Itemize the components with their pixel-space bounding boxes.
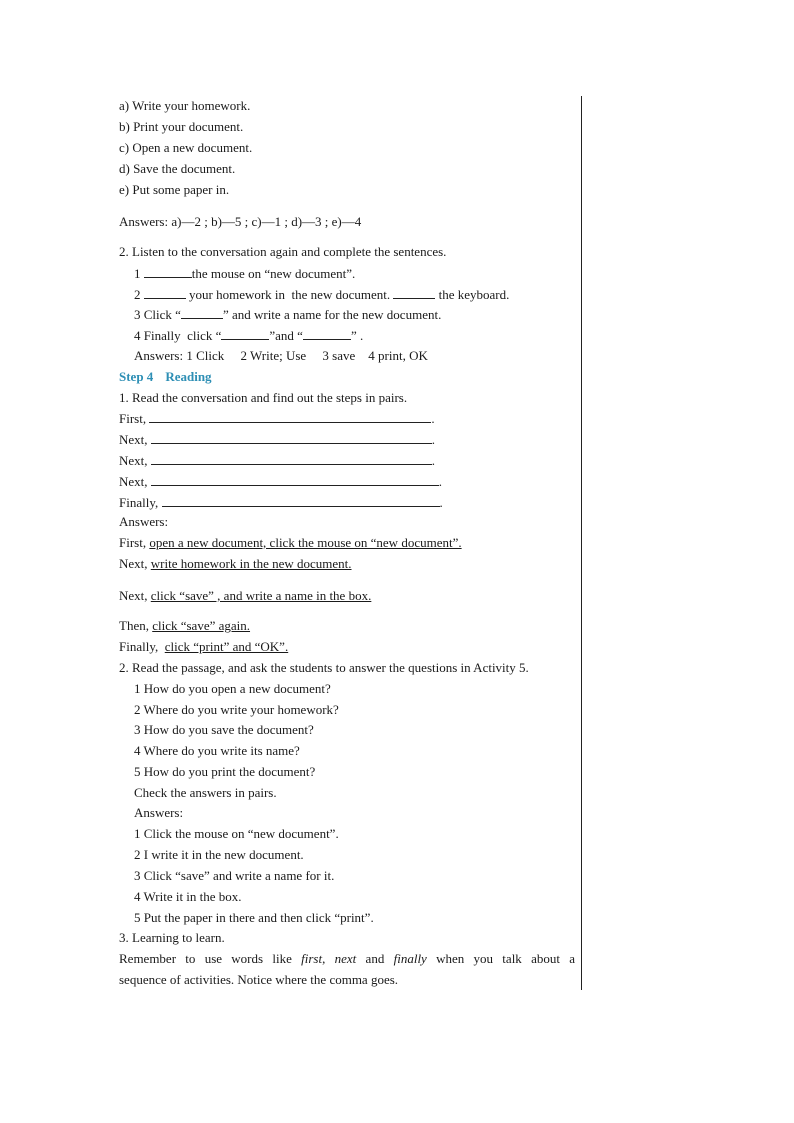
fill-blank <box>144 265 192 278</box>
fill-blank <box>151 473 439 486</box>
check-instruction: Check the answers in pairs. <box>134 785 277 800</box>
fill-blank <box>144 286 186 299</box>
answers-label: Answers: <box>134 805 184 820</box>
fill-blank <box>151 452 432 465</box>
answer-then: Then, click “save” again. <box>119 618 251 633</box>
question-item: 5 How do you print the document? <box>134 764 316 779</box>
question-item: 2 Where do you write your homework? <box>134 702 339 717</box>
answer-next: Next, write homework in the new document. <box>119 556 352 571</box>
step-item: d) Save the document. <box>119 161 236 176</box>
question-item: 1 How do you open a new document? <box>134 681 331 696</box>
fill-blank <box>151 431 432 444</box>
blank-first: First, . <box>119 411 435 426</box>
sentence-3: 3 Click “ ” and write a name for the new document. <box>134 307 442 322</box>
learning-paragraph-line2: sequence of activities. Notice where the comma goes. <box>119 972 399 987</box>
blank-next: Next, . <box>119 453 436 468</box>
learning-title: 3. Learning to learn. <box>119 930 225 945</box>
answer-finally: Finally, click “print” and “OK”. <box>119 639 289 654</box>
answers-label: Answers: <box>119 514 169 529</box>
answer-item: 2 I write it in the new document. <box>134 847 304 862</box>
fill-blank <box>181 306 223 319</box>
step-item: e) Put some paper in. <box>119 182 230 197</box>
table-border-line <box>581 96 582 990</box>
part2-answers: Answers: 1 Click 2 Write; Use 3 save 4 print, OK <box>134 348 428 363</box>
answer-next: Next, click “save” , and write a name in the box. <box>119 588 372 603</box>
step-item: c) Open a new document. <box>119 140 253 155</box>
sentence-1: 1 the mouse on “new document”. <box>134 266 356 281</box>
part2-title: 2. Listen to the conversation again and complete the sentences. <box>119 244 447 259</box>
fill-blank <box>162 494 440 507</box>
blank-finally: Finally, . <box>119 495 443 510</box>
fill-blank <box>393 286 435 299</box>
question-item: 3 How do you save the document? <box>134 722 314 737</box>
answer-item: 5 Put the paper in there and then click “print”. <box>134 910 374 925</box>
answers-ordering: Answers: a)—2 ; b)—5 ; c)—1 ; d)—3 ; e)—4 <box>119 214 362 229</box>
question-item: 4 Where do you write its name? <box>134 743 300 758</box>
passage-question: 2. Read the passage, and ask the students to answer the questions in Activity 5. <box>119 660 529 675</box>
step-heading: Step 4 Reading <box>119 369 212 384</box>
answer-item: 1 Click the mouse on “new document”. <box>134 826 339 841</box>
blank-next: Next, . <box>119 474 443 489</box>
step-item: a) Write your homework. <box>119 98 251 113</box>
sentence-4: 4 Finally click “ ”and “ ” . <box>134 328 364 343</box>
fill-blank <box>303 327 351 340</box>
blank-next: Next, . <box>119 432 436 447</box>
reading-question-1: 1. Read the conversation and find out the steps in pairs. <box>119 390 408 405</box>
fill-blank <box>149 410 431 423</box>
answer-item: 3 Click “save” and write a name for it. <box>134 868 335 883</box>
step-item: b) Print your document. <box>119 119 244 134</box>
fill-blank <box>221 327 269 340</box>
sentence-2: 2 your homework in the new document. the keyboard. <box>134 287 510 302</box>
answer-first: First, open a new document, click the mouse on “new document”. <box>119 535 462 550</box>
answer-item: 4 Write it in the box. <box>134 889 242 904</box>
learning-paragraph: Remember to use words like first, next and finally when you talk about a <box>119 951 576 966</box>
